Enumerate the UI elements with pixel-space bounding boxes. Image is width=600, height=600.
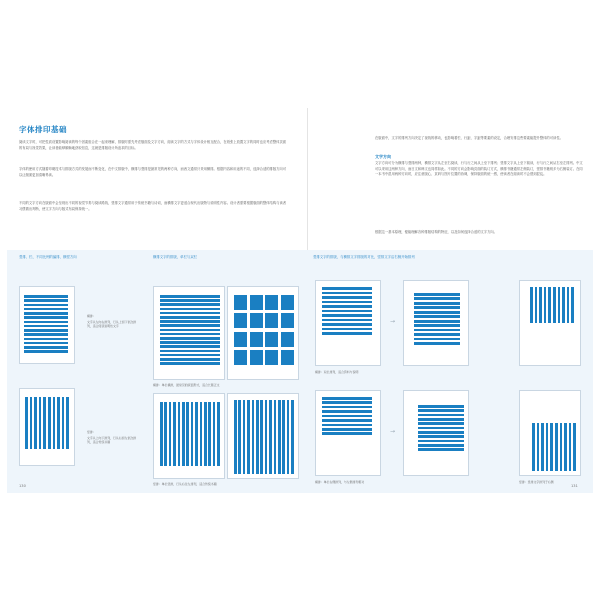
text-line-bar [291,400,294,474]
text-line-bar [160,358,220,361]
text-line-bar [414,324,460,327]
text-line-bar [546,423,549,471]
text-line-bar [555,423,558,471]
text-line-bar [24,316,68,319]
text-line-bar [418,431,464,434]
text-line-bar [564,423,567,471]
text-line-bar [567,287,570,323]
left-paragraph-2: 字体的使用方式随着印刷技术与排版方式的发展而不断变化，在中文排版中，横排与竖排是最常见的两种方向，而西文通常只采用横排。根据内容和用途的不同，选择合适的排版方向可以让版面更加清晰易读。 [19,167,287,177]
horizontal-lines [322,287,372,335]
text-line-bar [182,402,185,466]
caption-1: 竖排、栏、不同比例的编排、横竖方向 [19,255,77,259]
text-block [281,295,294,310]
note-7: 竖排：竖排文字排列于右侧 [519,480,554,484]
text-line-bar [535,287,538,323]
text-line-bar [282,400,285,474]
page-thumb-3a [315,280,381,366]
text-line-bar [537,423,540,471]
text-line-bar [260,400,263,474]
right-paragraph-1: 在版面中，文字的排列方向决定了视线的移动，也影响着栏、行距、字距等要素的设定，合理安排这些要素能提升整体的可读性。 [375,136,563,140]
text-line-bar [571,287,574,323]
book-spread [7,108,593,493]
text-line-bar [66,397,69,449]
note-2: 文字从上向下排列，行从右到左依次排列，适合传统书籍 [87,436,137,445]
text-line-bar [256,400,259,474]
text-line-bar [418,448,464,451]
text-line-bar [24,346,68,349]
text-line-bar [160,295,220,298]
text-line-bar [24,304,68,307]
text-line-bar [48,397,51,449]
text-block [250,313,263,328]
text-line-bar [532,423,535,471]
left-paragraph-3: 不同的文字方向在版面中会呈现出不同的视觉节奏与阅读路线，竖排文字通常用于传统书籍与诗词，而横排文字更适合现代出版物与说明性内容。设计者需要根据版面的整体结构与读者习惯做出判断，使文字方向与版式布局保持统一。 [19,201,287,211]
text-line-bar [160,303,220,306]
page-thumb-3e [403,390,469,476]
text-line-bar [191,402,194,466]
horizontal-lines [322,397,372,435]
text-line-bar [539,287,542,323]
text-block [281,313,294,328]
text-line-bar [178,402,181,466]
note-2-label: 竖排： [87,430,96,434]
note-3: 横排：单栏横排，最常见的版面形式，适合长篇正文 [153,383,220,387]
text-line-bar [24,333,68,336]
horizontal-lines [414,293,460,345]
text-line-bar [322,401,372,404]
note-6: 横排：单栏右侧排列，与左侧排列相对 [315,480,365,484]
text-line-bar [160,362,220,365]
text-line-bar [278,400,281,474]
text-block [281,332,294,347]
text-line-bar [322,296,372,299]
text-line-bar [414,333,460,336]
text-line-bar [573,423,576,471]
text-line-bar [322,415,372,418]
text-line-bar [24,312,68,315]
horizontal-lines [24,295,68,353]
text-line-bar [25,397,28,449]
text-line-bar [414,306,460,309]
single-column-lines [160,295,220,365]
page-number-left: 130 [19,484,26,488]
arrow-icon: → [390,428,396,435]
text-line-bar [414,329,460,332]
text-line-bar [195,402,198,466]
text-line-bar [160,320,220,323]
text-line-bar [160,354,220,357]
right-paragraph-2: 文字方向可分为横排与竖排两种，横排文字从左至右阅读，行与行之间从上至下排列；竖排文字从上至下阅读，行与行之间从右至左排列。中文可以采用这两种方向，而日文和韩文也同样如此。不同的方向会影响页面的装订方式，横排书籍通常左侧装订，竖排书籍则多为右侧装订。在同一本书中混用两种方向时，应注意版心、页码与图片位置的协调，保持版面的统一感，使读者在阅读时不会感到混乱。 [375,161,583,177]
text-line-bar [208,402,211,466]
text-line-bar [322,424,372,427]
text-block [265,313,278,328]
text-line-bar [414,311,460,314]
note-1-label: 横排： [87,314,96,318]
caption-2: 横排文字的排版，单栏与双栏 [153,255,198,259]
text-block [234,313,247,328]
text-line-bar [418,435,464,438]
text-block [250,295,263,310]
text-line-bar [269,400,272,474]
text-line-bar [322,314,372,317]
page-number-right: 131 [571,484,578,488]
page-thumb-2a [153,286,225,380]
horizontal-lines [418,405,464,451]
text-line-bar [274,400,277,474]
text-line-bar [322,310,372,313]
text-line-bar [322,287,372,290]
text-line-bar [414,297,460,300]
text-line-bar [34,397,37,449]
text-line-bar [252,400,255,474]
text-line-bar [418,427,464,430]
text-line-bar [160,337,220,340]
text-line-bar [43,397,46,449]
note-1: 文字从左向右排列，行从上到下依次排列，适合阅读说明性文字 [87,320,137,329]
vertical-lines [160,402,220,466]
page-thumb-3d [315,390,381,476]
vertical-lines [530,287,574,323]
text-block [265,295,278,310]
text-line-bar [200,402,203,466]
text-line-bar [62,397,65,449]
text-line-bar [238,400,241,474]
text-line-bar [160,341,220,344]
text-line-bar [418,414,464,417]
text-block [265,332,278,347]
page-thumb-3f [519,390,581,476]
text-line-bar [160,402,163,466]
text-line-bar [265,400,268,474]
text-line-bar [160,312,220,315]
text-line-bar [24,308,68,311]
text-line-bar [418,418,464,421]
page-thumb-3c [519,280,581,366]
text-line-bar [553,287,556,323]
text-block [234,350,247,365]
left-paragraph-1: 阅读文字时，可把性质设置影响阅读的每个因素组合在一起来理解，排版时需先考虑版面及文字方向，阅读文字的方式与字体设计相互配合，在纸张上放置文字的同时也应考虑整体页面的布局与视觉效果，让读者能够顺畅地获取信息，这就是排版设计所追求的目标。 [19,140,287,150]
page-title: 字体排印基础 [19,125,67,134]
text-line-bar [560,423,563,471]
text-line-bar [418,422,464,425]
text-line-bar [24,325,68,328]
page-thumb-2d [227,393,299,479]
diagram-band [7,250,593,493]
right-paragraph-3: 根据这一基本原理，便能理解各种排版结构的特征，以及如何选择合适的文字方向。 [375,230,497,234]
text-line-bar [160,316,220,319]
text-line-bar [213,402,216,466]
text-line-bar [322,419,372,422]
text-line-bar [24,295,68,298]
text-line-bar [322,332,372,335]
text-block [234,332,247,347]
vertical-lines [532,423,576,471]
text-line-bar [548,287,551,323]
caption-3: 竖排文字的排版，与横排文字排版的对比，竖排文字沿右侧开始排列 [313,255,415,259]
text-line-bar [160,299,220,302]
text-line-bar [414,320,460,323]
text-line-bar [24,321,68,324]
text-line-bar [414,342,460,345]
text-line-bar [322,323,372,326]
text-line-bar [247,400,250,474]
text-line-bar [322,397,372,400]
arrow-icon: → [390,318,396,325]
text-line-bar [24,350,68,353]
text-line-bar [322,328,372,331]
text-line-bar [160,333,220,336]
text-line-bar [160,350,220,353]
text-line-bar [39,397,42,449]
text-line-bar [160,308,220,311]
text-line-bar [287,400,290,474]
text-line-bar [562,287,565,323]
text-line-bar [160,324,220,327]
text-line-bar [169,402,172,466]
text-line-bar [24,342,68,345]
note-5: 横排：双栏排列，适合资料与说明 [315,370,359,374]
text-line-bar [558,287,561,323]
text-line-bar [24,338,68,341]
text-line-bar [24,329,68,332]
text-line-bar [160,345,220,348]
note-4: 竖排：单栏竖排，行从右往左排列，适合传统书籍 [153,482,217,486]
text-line-bar [160,329,220,332]
text-block [234,295,247,310]
text-line-bar [414,338,460,341]
text-block [250,332,263,347]
text-block [265,350,278,365]
text-line-bar [414,293,460,296]
text-line-bar [550,423,553,471]
text-line-bar [418,405,464,408]
page-thumb-1b [19,388,75,466]
text-line-bar [414,315,460,318]
page-thumb-2b [227,286,299,380]
text-line-bar [322,432,372,435]
text-line-bar [544,287,547,323]
text-line-bar [243,400,246,474]
page-thumb-2c [153,393,225,479]
text-line-bar [234,400,237,474]
text-line-bar [217,402,220,466]
text-line-bar [53,397,56,449]
text-line-bar [24,299,68,302]
text-line-bar [418,444,464,447]
grid-block [233,295,295,365]
text-line-bar [418,409,464,412]
page-thumb-3b [403,280,469,366]
text-block [250,350,263,365]
text-line-bar [322,410,372,413]
vertical-lines [25,397,69,449]
text-line-bar [541,423,544,471]
text-line-bar [30,397,33,449]
vertical-lines [234,400,294,474]
text-line-bar [322,292,372,295]
text-line-bar [418,440,464,443]
text-line-bar [186,402,189,466]
text-line-bar [322,305,372,308]
text-line-bar [57,397,60,449]
text-line-bar [322,319,372,322]
text-line-bar [322,301,372,304]
text-line-bar [164,402,167,466]
section-subhead: 文字方向 [375,154,391,159]
text-line-bar [322,406,372,409]
text-line-bar [322,428,372,431]
text-line-bar [569,423,572,471]
text-line-bar [173,402,176,466]
text-block [281,350,294,365]
text-line-bar [530,287,533,323]
text-line-bar [204,402,207,466]
page-thumb-1a [19,286,75,364]
text-line-bar [414,302,460,305]
